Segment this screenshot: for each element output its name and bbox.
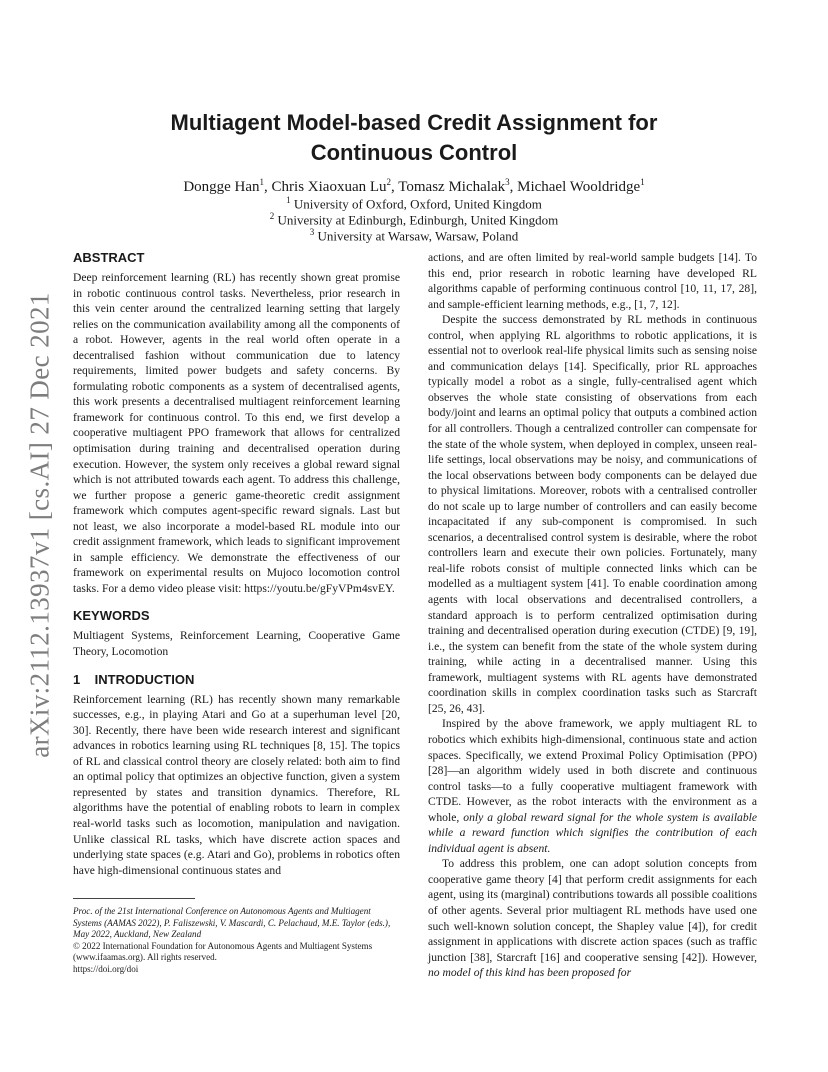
author-name: Michael Wooldridge (517, 179, 641, 195)
copyright-note: © 2022 International Foundation for Autonomous Agents and Multiagent Systems (www.ifaamas.org). All rights reserved. (73, 940, 373, 963)
introduction-heading: 1 INTRODUCTION (73, 671, 195, 687)
affiliation-sup: 3 (309, 227, 315, 237)
body-paragraph (428, 716, 757, 856)
introduction-paragraph: Reinforcement learning (RL) has recently shown many remarkable successes, e.g., in playing Atari and Go at a superhuman level [20, 30]. Recently, there have been wide research interest and significant advances in robotics learning using RL techniques [8, 15]. The topics of RL and classical control theory are closely related: both aim to find an optimal policy that optimizes an objective function, given a system represented by states and transition dynamics. Therefore, RL algorithms have the potential of enabling robots to learn in complex real-world tasks such as locomotion, manipulation and navigation. Unlike classical RL tasks, which have discrete action spaces and underlying state spaces (e.g. Atari and Go), problems in robotics often have high-dimensional continuous states and (73, 692, 400, 877)
conference-note: Proc. of the 21st International Conference on Autonomous Agents and Multiagent Systems (AAMAS 2022), P. Faliszewski, V. Mascardi, C. Pelachaud, M.E. Taylor (eds.), May 2022, Auckland, New Zealand (73, 906, 391, 940)
affiliation-text: University at Edinburgh, Edinburgh, United Kingdom (277, 212, 559, 228)
affiliation-sup: 1 (286, 195, 291, 205)
body-text: Inspired by the above framework, we apply multiagent RL to robotics which exhibits high-dimensional, continuous state and action spaces. Specifically, we extend Proximal Policy Optimisation (PPO) [28]—an algorithm widely used in both discrete and continuous control tasks—to a fully cooperative multiagent framework with CTDE. However, as the robot interacts with the environment as a whole, (428, 717, 757, 824)
abstract-text: Deep reinforcement learning (RL) has recently shown great promise in robotic continuous control tasks. Nevertheless, prior research in this vein center around the centralized learning setting that largely relies on the communication availability among all the components of a robot. However, agents in the real world often operate in a decentralised fashion without communication due to latency requirements, limited power budgets and safety concerns. By formulating robotic components as a system of decentralised agents, this work presents a decentralised multiagent reinforcement learning framework for continuous control. To this end, we first develop a cooperative multiagent PPO framework that allows for centralized optimisation during training and decentralised operation during execution. However, the system only receives a global reward signal which is not attributed towards each agent. To address this challenge, we further propose a generic game-theoretic credit assignment framework which computes agent-specific reward signals. Last but not least, we also incorporate a model-based RL module into our credit assignment framework, which leads to significant improvement in sample efficiency. We demonstrate the effectiveness of our framework on experimental results on Mujoco locomotion control tasks. For a demo video please visit: https://youtu.be/gFyVPm4svEY. (73, 271, 400, 595)
arxiv-stamp (22, 290, 58, 760)
right-column (428, 250, 757, 981)
author-sup: 3 (505, 177, 510, 187)
emphasis-text: only a global reward signal for the whole system is available while a reward function which signifies the contribution of each individual agent is absent. (428, 810, 757, 855)
author-name: Dongge Han (183, 179, 260, 195)
author-name: Tomasz Michalak (398, 179, 506, 195)
keywords-text: Multiagent Systems, Reinforcement Learning, Cooperative Game Theory, Locomotion (73, 629, 400, 659)
title-line-2: Continuous Control (310, 140, 518, 165)
footnote-rule (73, 898, 195, 899)
doi-link[interactable]: https://doi.org/doi (73, 963, 139, 974)
arxiv-stamp-text: arXiv:2112.13937v1 [cs.AI] 27 Dec 2021 (24, 292, 55, 758)
emphasis-text: no model of this kind has been proposed for (428, 966, 632, 980)
author-sep: , (264, 179, 272, 195)
left-column (73, 250, 400, 878)
body-paragraph: actions, and are often limited by real-world sample budgets [14]. To this end, prior research in robotic learning have developed RL algorithms capable of performing continuous control [10, 11, 17, 28], and sample-efficient learning methods, e.g., [1, 7, 12]. (428, 251, 757, 311)
footnote (73, 898, 400, 976)
abstract-heading: ABSTRACT (73, 250, 145, 265)
author-sup: 1 (640, 177, 645, 187)
author-sep: , (509, 179, 518, 195)
paper-title (100, 108, 728, 168)
author-sup: 2 (386, 177, 392, 187)
keywords-heading: KEYWORDS (73, 608, 150, 624)
author-sep: , (391, 179, 399, 195)
affiliation-text: University at Warsaw, Warsaw, Poland (317, 228, 519, 244)
body-text: To address this problem, one can adopt solution concepts from cooperative game theory [4] that perform credit assignments for each agent, using its (marginal) contributions towards all possible coalitions of other agents. Several prior multiagent RL methods have used one such well-known solution concept, the Shapley value [4]), for credit assignment in applications with discrete action spaces (such as traffic junction [38], Starcraft [16] and cooperative sensing [42]). However, (428, 857, 757, 964)
affiliation-sup: 2 (269, 211, 275, 221)
body-paragraph (428, 856, 757, 980)
title-line-1: Multiagent Model-based Credit Assignment for (170, 110, 658, 135)
affiliation (100, 224, 728, 244)
affiliation-text: University of Oxford, Oxford, United Kingdom (293, 196, 542, 212)
body-paragraph: Despite the success demonstrated by RL methods in continuous control, when applying RL algorithms to robotic applications, it is essential not to overlook real-life physical limits such as sensing noise and communication delays [14]. Specifically, prior RL approaches typically model a robot as a single, fully-centralised agent which observes the whole state consisting of observations from each body/joint and learns an optimal policy that outputs a combined action for all controllers. Though a centralized controller can compensate for the state of the whole system, when deployed in complex, unseen real-life settings, local observations may be noisy, and communications of the local observations between body components can be delayed due to physical limitations. Moreover, robots with a centralised controller do not scale up to large number of controllers and can easily become incapacitated if any sub-component is compromised. In such scenarios, a decentralised control system is desirable, where the robot controllers learn and execute their own policies. Fortunately, many real-life robots consist of multiple connected links which can be modelled as a multiagent system [41]. To enable coordination among agents with local observations and decentralised controllers, a standard approach is to perform centralized optimisation during training and decentralised operation during execution (CTDE) [9, 19], i.e., the system can benefit from the state of the whole system during training, while acting in a decentralised manner. Using this framework, multiagent systems with RL agents have demonstrated coordination skills in complex coordination tasks such as Starcraft [25, 26, 43]. (428, 313, 757, 715)
author-name: Chris Xiaoxuan Lu (271, 179, 387, 195)
author-sup: 1 (259, 177, 265, 187)
